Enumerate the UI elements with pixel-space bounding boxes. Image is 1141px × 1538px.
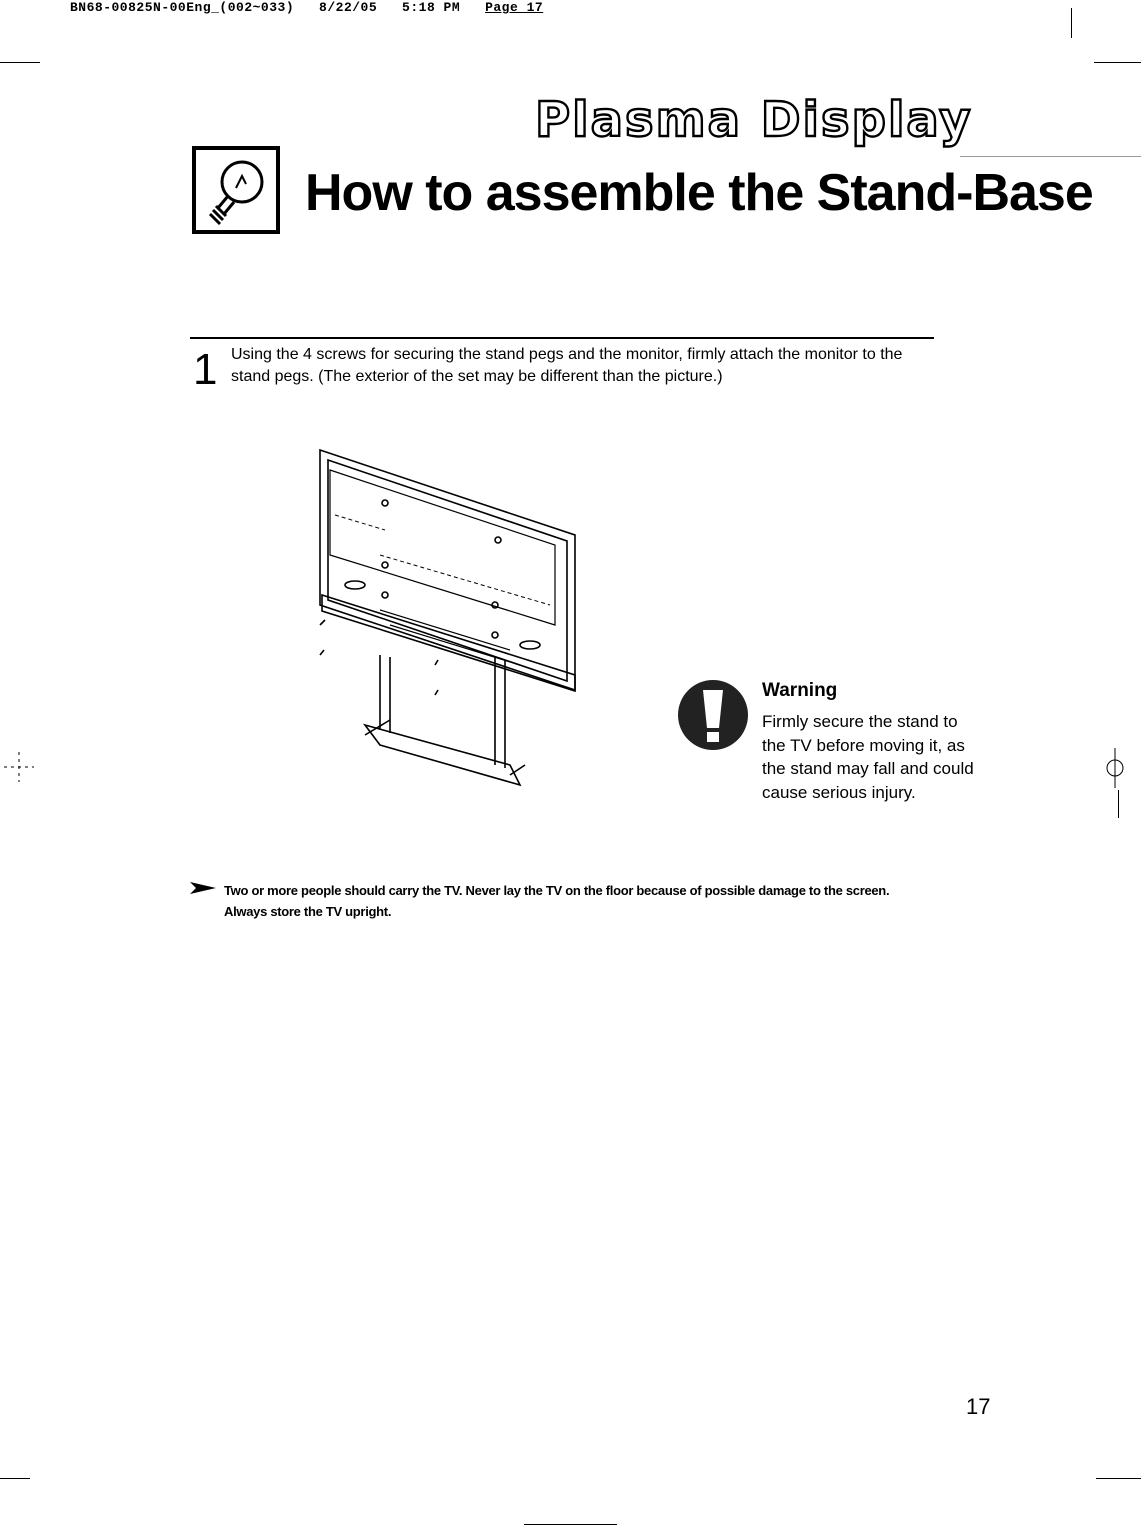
brand-heading: Plasma Display [535, 92, 973, 148]
warning-icon [676, 678, 750, 752]
step-text: Using the 4 screws for securing the stand pegs and the monitor, firmly attach the monitor to the stand pegs. (The exterior of the set may be different than the picture.) [231, 346, 903, 385]
crop-mark [1096, 1478, 1141, 1479]
decor-line [960, 156, 1141, 157]
crop-mark [524, 1524, 617, 1525]
crop-mark [0, 1478, 30, 1479]
note-text [224, 880, 889, 922]
section-divider [190, 337, 934, 339]
arrow-bullet-icon [190, 880, 216, 896]
crop-mark [0, 62, 40, 63]
page-number: 17 [966, 1394, 991, 1419]
registration-mark [1100, 748, 1130, 788]
note-line-1: Two or more people should carry the TV. Never lay the TV on the floor because of possible damage to the screen. [224, 883, 890, 898]
crop-mark [1094, 62, 1141, 63]
lightbulb-icon [192, 146, 280, 234]
print-slug [70, 0, 543, 15]
tv-stand-illustration [310, 445, 585, 790]
slug-text: BN68-00825N-00Eng_(002~033) 8/22/05 5:18 PM [70, 0, 486, 15]
warning-title: Warning [762, 680, 838, 701]
crop-mark [1071, 8, 1072, 38]
crop-mark [1118, 790, 1119, 818]
note-line-2: Always store the TV upright. [224, 904, 392, 919]
step-number: 1 [193, 345, 218, 394]
slug-page: Page 17 [485, 0, 544, 15]
warning-text: Firmly secure the stand to the TV before moving it, as the stand may fall and could cause serious injury. [762, 712, 974, 802]
registration-mark [4, 752, 34, 782]
page-title: How to assemble the Stand-Base [305, 164, 1093, 222]
